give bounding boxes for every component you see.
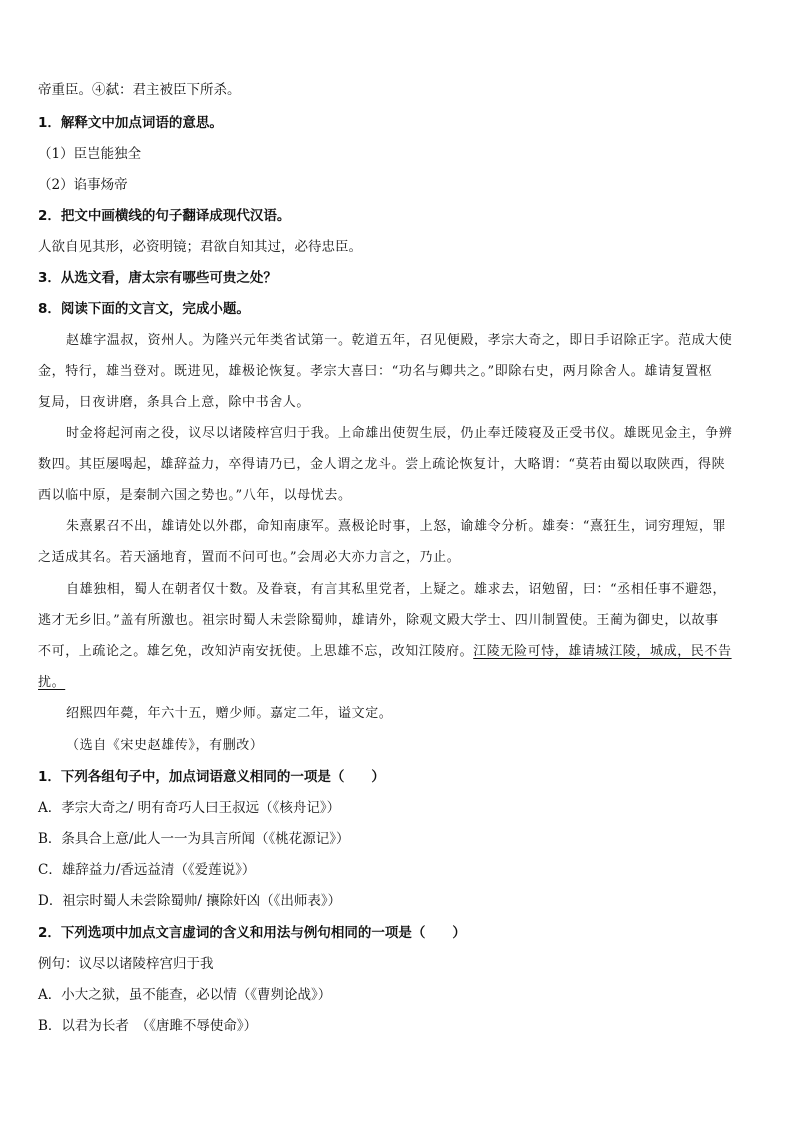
passage-source: （选自《宋史赵雄传》，有删改） bbox=[66, 738, 264, 753]
passage-text: 不可，上疏论之。雄乞免，改知泸南安抚使。上思雄不忘，改知江陵府。 bbox=[38, 644, 474, 659]
question-1-sub-a: （1）臣岂能独全 bbox=[38, 146, 142, 162]
underlined-sentence: 江陵无险可恃，雄请城江陵，城成，民不告 bbox=[473, 644, 732, 659]
passage-line: 绍熙四年薨，年六十五，赠少师。嘉定二年，谥文定。 bbox=[66, 706, 393, 721]
translation-sentence: 人欲自见其形，必资明镜；君欲自知其过，必待忠臣。 bbox=[38, 239, 362, 255]
question-2: 2．下列选项中加点文言虚词的含义和用法与例句相同的一项是（ ） bbox=[38, 925, 466, 941]
option-b: B．以君为长者 （《唐雎不辱使命》） bbox=[38, 1018, 258, 1034]
underlined-sentence-end: 扰。 bbox=[38, 675, 66, 690]
question-1: 1．下列各组句子中，加点词语意义相同的一项是（ ） bbox=[38, 769, 385, 785]
footnote-tail: 帝重臣。④弑：君主被臣下所杀。 bbox=[38, 82, 241, 98]
section-8-heading: 8．阅读下面的文言文，完成小题。 bbox=[38, 301, 250, 317]
passage-line: 时金将起河南之役，议尽以诸陵梓宫归于我。上命雄出使贺生辰，仍止奉迁陵寝及正受书仪。雄既见金主，争辨 bbox=[66, 426, 733, 441]
passage-line: 朱熹累召不出，雄请处以外郡，命知南康军。熹极论时事，上怒，谕雄令分析。雄奏：“熹狂生，词穷理短，罪 bbox=[66, 519, 727, 534]
option-a: A．孝宗大奇之/ 明有奇巧人曰王叔远（《核舟记》） bbox=[38, 800, 341, 816]
passage-line bbox=[38, 643, 732, 661]
question-3-prev: 3．从选文看，唐太宗有哪些可贵之处？ bbox=[38, 270, 277, 286]
passage-line: 自雄独相，蜀人在朝者仅十数。及眷衰，有言其私里党者，上疑之。雄求去，诏勉留，曰：“丞相任事不避怨， bbox=[66, 582, 727, 597]
example-sentence: 例句：议尽以诸陵梓宫归于我 bbox=[38, 956, 214, 972]
passage-line: 赵雄字温叔，资州人。为隆兴元年类省试第一。乾道五年，召见便殿，孝宗大奇之，即日手诏除正字。范成大使 bbox=[66, 333, 733, 348]
option-d: D．祖宗时蜀人未尝除蜀帅/ 攘除奸凶（《出师表》） bbox=[38, 893, 342, 909]
question-1-sub-b: （2）谄事炀帝 bbox=[38, 177, 128, 193]
passage-line: 复局，日夜讲磨，条具合上意，除中书舍人。 bbox=[38, 395, 311, 410]
option-b: B．条具合上意/此人一一为具言所闻（《桃花源记》） bbox=[38, 831, 350, 847]
option-c: C．雄辞益力/香远益清（《爱莲说》） bbox=[38, 862, 256, 878]
passage-line bbox=[38, 674, 65, 692]
passage-line: 之适成其名。若天涵地育，置而不问可也。”会周必大亦力言之，乃止。 bbox=[38, 550, 461, 565]
passage-line: 金，特行，雄当登对。既进见，雄极论恢复。孝宗大喜曰：“功名与卿共之。”即除右史，两月除舍人。雄请复置枢 bbox=[38, 364, 713, 379]
question-1-prev: 1．解释文中加点词语的意思。 bbox=[38, 115, 223, 131]
passage-line: 数四。其臣屡喝起，雄辞益力，卒得请乃已，金人谓之龙斗。尝上疏论恢复计，大略谓：“莫若由蜀以取陕西，得陕 bbox=[38, 457, 726, 472]
passage-line: 西以临中原，是秦制六国之势也。”八年，以母忧去。 bbox=[38, 488, 352, 503]
passage-line: 逃才无乡旧。”盖有所激也。祖宗时蜀人未尝除蜀帅，雄请外，除观文殿大学士、四川制置使。王蔺为御史，以故事 bbox=[38, 613, 719, 628]
option-a: A．小大之狱，虽不能查，必以情（《曹刿论战》） bbox=[38, 987, 332, 1003]
question-2-prev: 2．把文中画横线的句子翻译成现代汉语。 bbox=[38, 208, 291, 224]
